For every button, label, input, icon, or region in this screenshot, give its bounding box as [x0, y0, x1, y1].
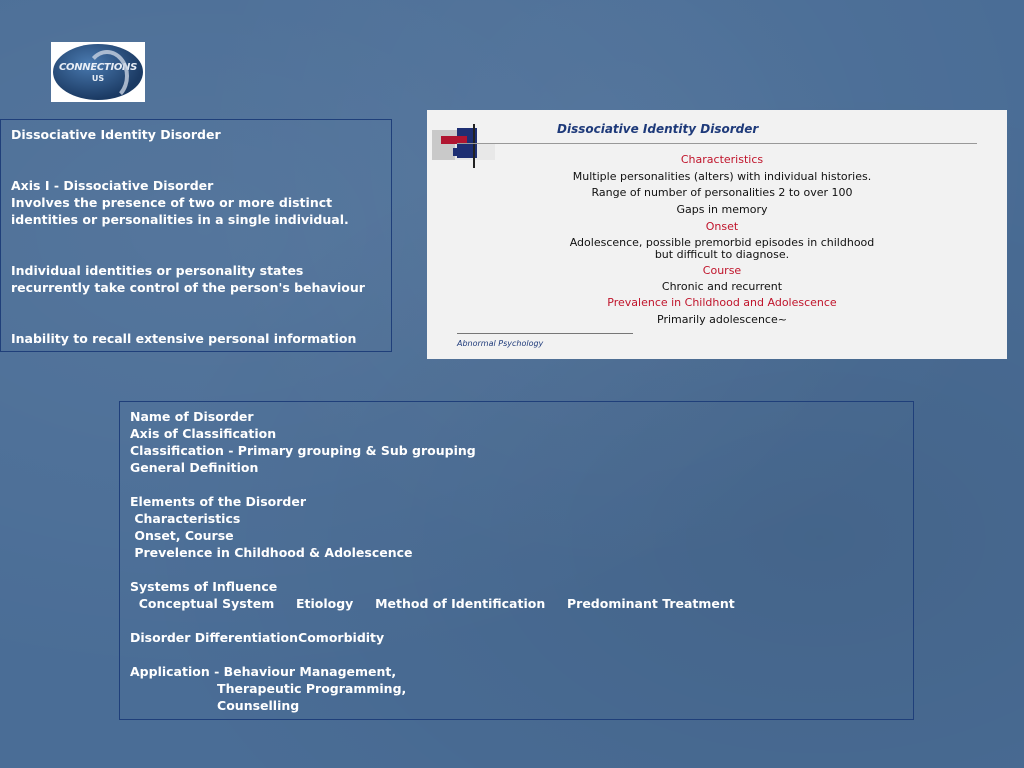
slide-course-1: Chronic and recurrent	[661, 280, 783, 293]
slide-onset-heading: Onset	[705, 220, 739, 233]
control-line-1: Individual identities or personality states	[11, 263, 304, 278]
slide-prevalence-1: Primarily adolescence~	[657, 313, 787, 326]
slide-onset-2: but difficult to diagnose.	[654, 248, 790, 261]
recall-line: Inability to recall extensive personal information	[11, 331, 357, 346]
disorder-title: Dissociative Identity Disorder	[11, 127, 221, 142]
slide-decoration	[453, 148, 475, 156]
slide-char-1: Multiple personalities (alters) with individual histories.	[572, 170, 872, 183]
outline-textbox	[119, 401, 914, 720]
slide-title-rule	[457, 143, 977, 144]
outline-line: Therapeutic Programming,	[130, 681, 407, 696]
outline-line: Conceptual System Etiology Method of Identification Predominant Treatment	[130, 596, 735, 611]
logo-emblem	[53, 44, 143, 100]
slide-characteristics-heading: Characteristics	[680, 153, 764, 166]
outline-line: Disorder DifferentiationComorbidity	[130, 630, 385, 645]
definition-line-2: identities or personalities in a single individual.	[11, 212, 349, 227]
logo	[51, 42, 145, 102]
slide-onset-1: Adolescence, possible premorbid episodes in childhood	[569, 236, 875, 249]
slide-char-2: Range of number of personalities 2 to over 100	[591, 186, 853, 199]
reference-slide-image	[427, 110, 1007, 359]
outline-line: Counselling	[130, 698, 300, 713]
outline-line: Characteristics	[130, 511, 241, 526]
outline-line: General Definition	[130, 460, 259, 475]
slide-title: Dissociative Identity Disorder	[557, 122, 759, 136]
slide-prevalence-heading: Prevalence in Childhood and Adolescence	[607, 296, 837, 309]
outline-line: Axis of Classification	[130, 426, 277, 441]
logo-text: CONNECTIONS	[58, 61, 138, 73]
logo-subtext: US	[91, 73, 105, 83]
definition-line-1: Involves the presence of two or more distinct	[11, 195, 333, 210]
outline-line: Name of Disorder	[130, 409, 254, 424]
slide-course-heading: Course	[702, 264, 742, 277]
outline-line: Application - Behaviour Management,	[130, 664, 397, 679]
logo-swoosh-icon	[85, 50, 129, 100]
slide-footer: Abnormal Psychology	[457, 339, 544, 348]
outline-line: Onset, Course	[130, 528, 234, 543]
outline-line: Elements of the Disorder	[130, 494, 306, 509]
axis-line: Axis I - Dissociative Disorder	[11, 178, 214, 193]
slide-footer-rule	[457, 333, 633, 334]
control-line-2: recurrently take control of the person's behaviour	[11, 280, 365, 295]
slide-char-3: Gaps in memory	[676, 203, 768, 216]
outline-line: Prevelence in Childhood & Adolescence	[130, 545, 413, 560]
slide-decoration	[473, 124, 475, 168]
outline-line: Classification - Primary grouping & Sub grouping	[130, 443, 476, 458]
outline-line: Systems of Influence	[130, 579, 278, 594]
definition-textbox	[0, 119, 392, 352]
